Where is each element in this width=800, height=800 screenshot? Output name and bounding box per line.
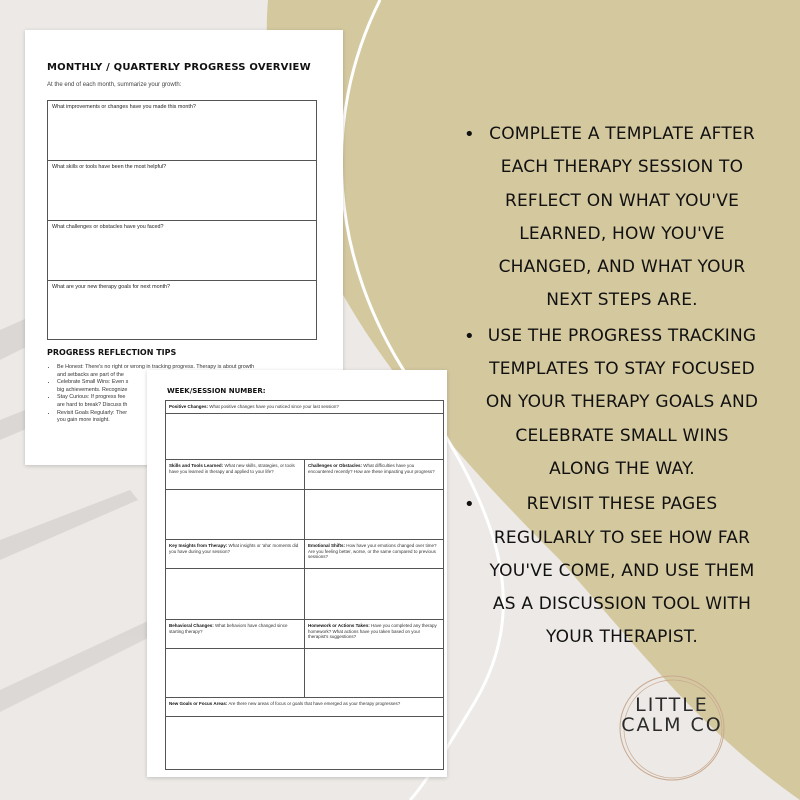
tip-line: • Revisit Goals Regularly: Ther — [57, 410, 343, 418]
insights-label: Key Insights from Therapy: What insights or 'aha' moments did you have during your session? — [169, 543, 299, 554]
instruction-bullet: • COMPLETE A TEMPLATE AFTER EACH THERAPY SESSION TO REFLECT ON WHAT YOU'VE LEARNED, HOW YOU'VE CHANGED, AND WHAT YOUR NEXT STEPS ARE. — [470, 118, 760, 318]
challenges-label: Challenges or Obstacles: What difficulties have you encountered recently? How are these impacting your progress? — [308, 463, 435, 474]
instruction-bullets — [470, 118, 760, 657]
row-divider — [166, 697, 443, 698]
instruction-bullet: • REVISIT THESE PAGES REGULARLY TO SEE HOW FAR YOU'VE COME, AND USE THEM AS A DISCUSSION TOOL WITH YOUR THERAPIST. — [470, 488, 760, 654]
session-template-page — [147, 370, 447, 777]
tip-line: are hard to break? Discuss th — [57, 401, 128, 408]
homework-label: Homework or Actions Taken: Have you completed any therapy homework? What actions have you taken based on your therapist's suggestions? — [308, 623, 437, 640]
positive-changes-label: Positive Changes: What positive changes have you noticed since your last session? — [169, 404, 339, 409]
tip-line: you gain more insight. — [57, 417, 110, 424]
monthly-question: What improvements or changes have you made this month? — [48, 101, 316, 161]
monthly-questions-box — [47, 100, 317, 340]
tip-line: • Celebrate Small Wins: Even s — [57, 379, 343, 387]
monthly-question: What challenges or obstacles have you faced? — [48, 221, 316, 281]
tip-line: • Stay Curious: If progress fee — [57, 394, 343, 402]
monthly-overview-title: MONTHLY / QUARTERLY PROGRESS OVERVIEW — [47, 62, 311, 73]
monthly-question: What are your new therapy goals for next month? — [52, 284, 171, 290]
logo-line-1: LITTLE — [635, 694, 709, 716]
monthly-overview-subtitle: At the end of each month, summarize your growth: — [47, 82, 182, 88]
tip-line: and setbacks are part of the — [57, 371, 124, 378]
behavioral-label: Behavioral Changes: What behaviors have changed since starting therapy? — [169, 623, 288, 634]
tips-title: PROGRESS REFLECTION TIPS — [47, 348, 177, 357]
logo-line-2: CALM CO — [621, 714, 723, 736]
emotional-label: Emotional Shifts: How have your emotions changed over time? Are you feeling better, worse, or the same compared to previous sessions? — [308, 543, 437, 560]
tip-line: big achievements. Recognize — [57, 386, 128, 393]
skills-label: Skills and Tools Learned: What new skills, strategies, or tools have you learned in therapy and applied to your life? — [169, 463, 295, 474]
row-divider — [166, 413, 443, 414]
monthly-question: What skills or tools have been the most helpful? — [48, 161, 316, 221]
new-goals-label: New Goals or Focus Areas: Are there new areas of focus or goals that have emerged as your therapy progresses? — [169, 701, 401, 706]
session-table — [165, 400, 444, 770]
session-title: WEEK/SESSION NUMBER: — [167, 387, 266, 395]
brand-logo — [612, 672, 732, 792]
column-divider — [304, 459, 305, 697]
instruction-bullet: • USE THE PROGRESS TRACKING TEMPLATES TO STAY FOCUSED ON YOUR THERAPY GOALS AND CELEBRATE SMALL WINS ALONG THE WAY. — [470, 320, 760, 486]
tip-line: • Be Honest: There's no right or wrong in tracking progress. Therapy is about growth — [57, 364, 343, 372]
row-divider — [166, 716, 443, 717]
